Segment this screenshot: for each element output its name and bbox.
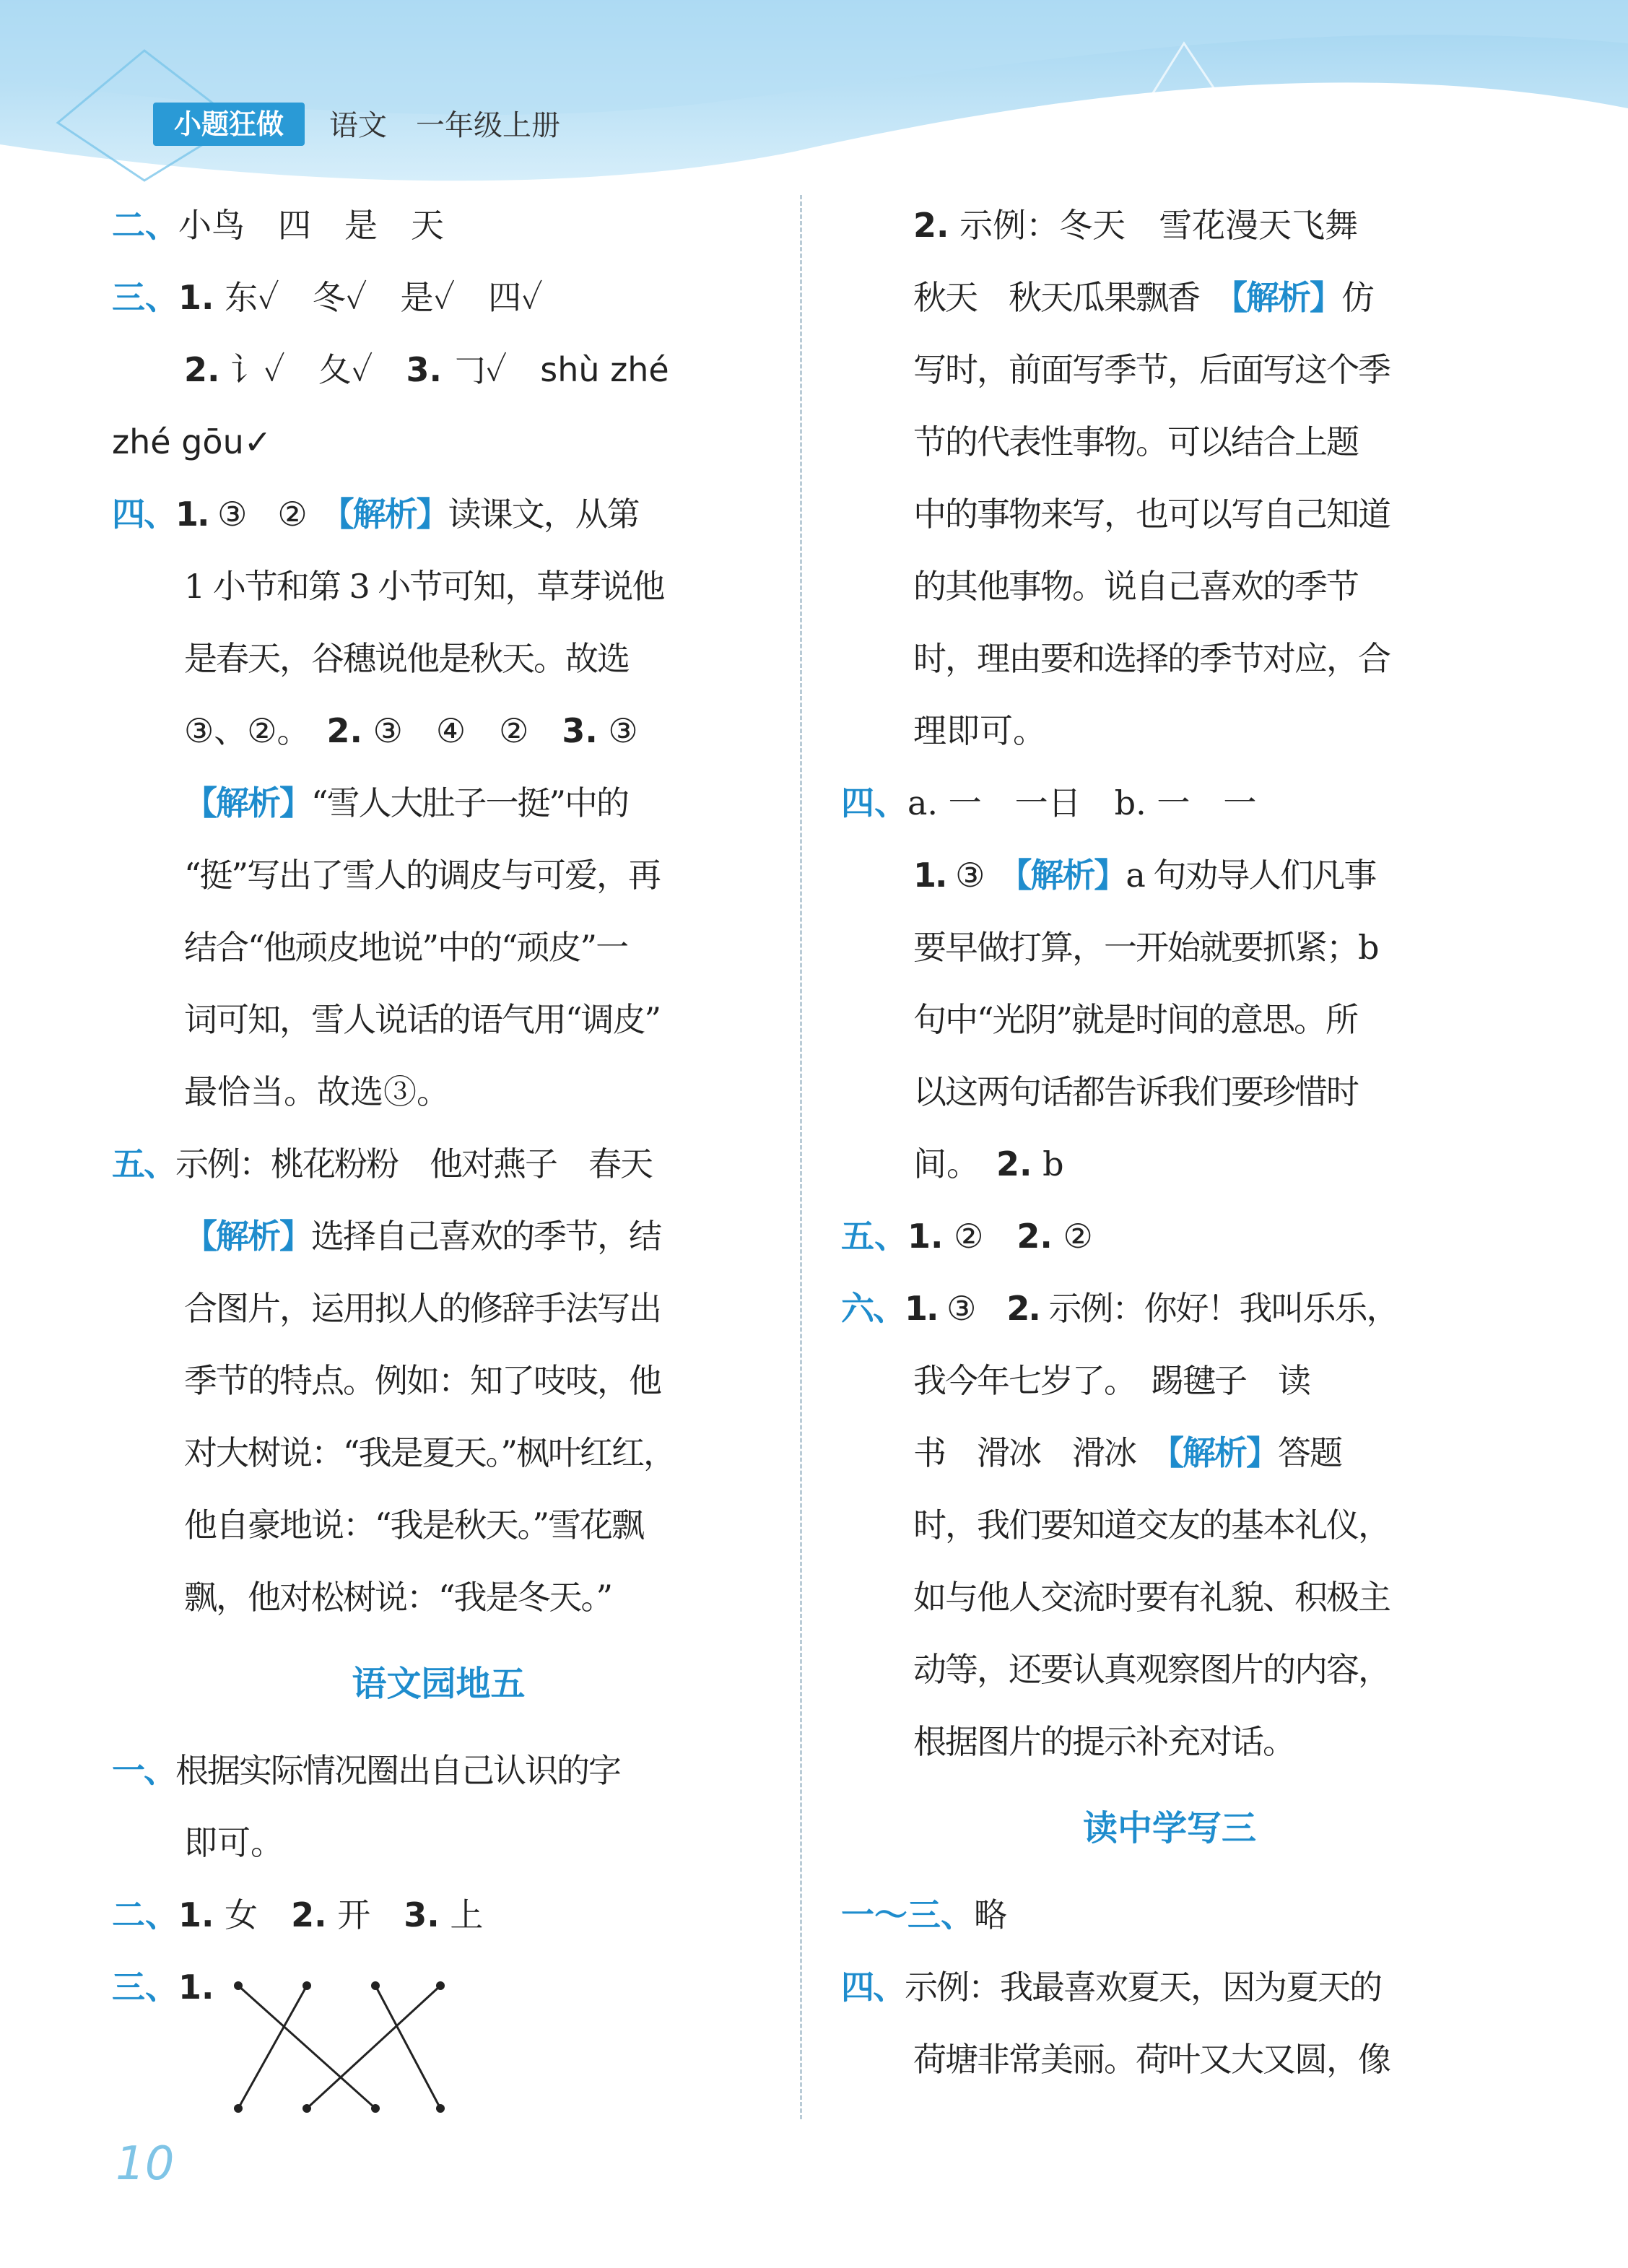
answer-line: 对大树说：“我是夏天。”枫叶红红， (184, 1433, 676, 1472)
match-dot (234, 1981, 243, 1990)
answer-line: 理即可。 (913, 711, 1046, 750)
answer-line: 荷塘非常美丽。荷叶又大又圆，像 (913, 2040, 1390, 2079)
answer-line: 【解析】选择自己喜欢的季节，结 (184, 1217, 661, 1256)
answer-line: 时，我们要知道交友的基本礼仪， (913, 1506, 1390, 1544)
answer-line: 最恰当。故选③。 (184, 1072, 450, 1111)
answer-line: 1 小节和第 3 小节可知，草芽说他 (184, 567, 664, 606)
answer-line: 四、a. 一 一日 b. 一 一 (841, 783, 1257, 822)
subject-label: 语文 (329, 109, 387, 142)
answer-line: 三、1. 东✓ 冬✓ 是✓ 四✓ (112, 278, 543, 317)
right-column (841, 189, 1498, 2095)
page-number: 10 (116, 2137, 175, 2191)
answer-line: 时，理由要和选择的季节对应，合 (913, 639, 1390, 678)
match-line (375, 1986, 440, 2108)
match-dot (302, 1981, 311, 1990)
answer-line: 书 滑冰 滑冰 【解析】答题 (913, 1433, 1341, 1472)
match-dot (302, 2104, 311, 2113)
answer-line: 他自豪地说：“我是秋天。”雪花飘 (184, 1506, 644, 1544)
answer-line: 写时，前面写季节，后面写这个季 (913, 350, 1390, 389)
match-dot (436, 1981, 445, 1990)
answer-line: 根据图片的提示补充对话。 (913, 1722, 1294, 1761)
answer-line: 中的事物来写，也可以写自己知道 (913, 495, 1390, 534)
answer-line: 五、示例：桃花粉粉 他对燕子 春天 (112, 1144, 652, 1183)
answer-line: 是春天，谷穗说他是秋天。故选 (184, 639, 629, 678)
answer-line: 四、示例：我最喜欢夏天，因为夏天的 (841, 1968, 1381, 2007)
match-line (307, 1986, 440, 2108)
answer-line: 季节的特点。例如：知了吱吱，他 (184, 1361, 661, 1400)
answer-line: 我今年七岁了。 踢毽子 读 (913, 1361, 1310, 1400)
matching-lines-diagram (224, 1975, 455, 2119)
match-line (238, 1986, 307, 2108)
book-title (329, 104, 560, 147)
answer-line: 合图片，运用拟人的修辞手法写出 (184, 1289, 661, 1328)
column-divider (800, 195, 802, 2119)
match-dot (371, 2104, 380, 2113)
answer-line: 三、1. (112, 1968, 214, 2007)
answer-line: 如与他人交流时要有礼貌、积极主 (913, 1578, 1390, 1617)
answer-line: zhé gōu✓ (112, 422, 272, 461)
answer-line: 2. 讠✓ 夂✓ 3. 𠃌✓ shù zhé (184, 350, 669, 389)
match-dot (234, 2104, 243, 2113)
answer-line: 词可知，雪人说话的语气用“调皮” (184, 1000, 661, 1039)
answer-line: ③、②。 2. ③ ④ ② 3. ③ (184, 711, 638, 750)
answer-line: 以这两句话都告诉我们要珍惜时 (913, 1072, 1358, 1111)
section-title: 读中学写三 (1082, 1808, 1256, 1848)
answer-line: 一～三、略 (841, 1895, 1007, 1934)
series-badge: 小题狂做 (153, 103, 305, 146)
answer-line: 的其他事物。说自己喜欢的季节 (913, 567, 1358, 606)
answer-line: 即可。 (184, 1823, 284, 1862)
answer-line: 1. ③ 【解析】a 句劝导人们凡事 (913, 856, 1376, 895)
answer-line: 四、1. ③ ② 【解析】读课文，从第 (112, 495, 639, 534)
answer-line: 动等，还要认真观察图片的内容， (913, 1650, 1390, 1689)
answer-line: 秋天 秋天瓜果飘香 【解析】仿 (913, 278, 1373, 317)
answer-line: 一、根据实际情况圈出自己认识的字 (112, 1751, 620, 1790)
answer-line: 2. 示例：冬天 雪花漫天飞舞 (913, 206, 1359, 245)
answer-line: 节的代表性事物。可以结合上题 (913, 422, 1358, 461)
grade-label: 一年级上册 (416, 109, 560, 142)
answer-line: 二、1. 女 2. 开 3. 上 (112, 1895, 484, 1934)
answer-line: 五、1. ② 2. ② (841, 1217, 1093, 1256)
answer-line: 飘，他对松树说：“我是冬天。” (184, 1578, 612, 1617)
answer-line: 要早做打算，一开始就要抓紧；b (913, 928, 1378, 967)
answer-line: 【解析】“雪人大肚子一挺”中的 (184, 783, 629, 822)
match-dot (371, 1981, 380, 1990)
left-column (112, 189, 765, 2023)
match-line (238, 1986, 375, 2108)
answer-line: 六、1. ③ 2. 示例：你好！我叫乐乐， (841, 1289, 1398, 1328)
section-title: 语文园地五 (352, 1664, 526, 1704)
answer-line: 二、小鸟 四 是 天 (112, 206, 444, 245)
answer-line: “挺”写出了雪人的调皮与可爱，再 (184, 856, 661, 895)
answer-line: 句中“光阴”就是时间的意思。所 (913, 1000, 1358, 1039)
answer-line: 结合“他顽皮地说”中的“顽皮”一 (184, 928, 628, 967)
match-dot (436, 2104, 445, 2113)
answer-line: 间。 2. b (913, 1144, 1064, 1183)
